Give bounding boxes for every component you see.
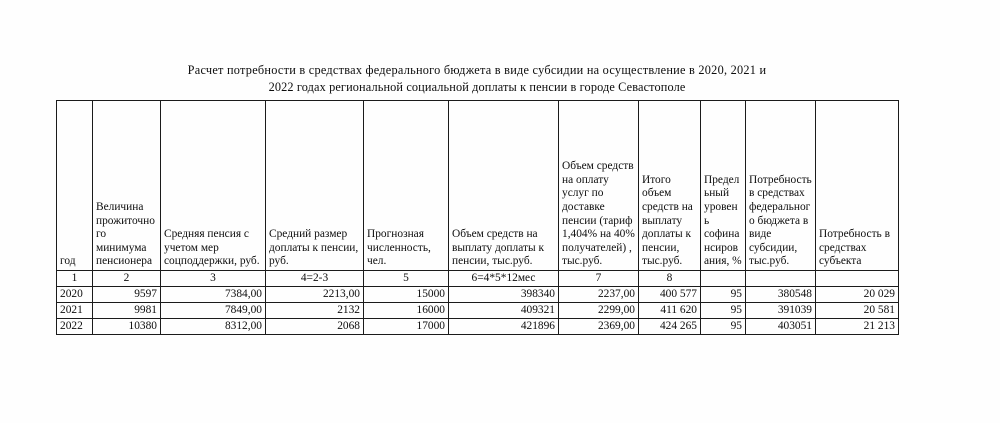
column-number-5: 5 [364, 271, 449, 287]
column-header-federal-budget-need: Потребность в средствах федерального бюджета в виде субсидии, тыс.руб. [746, 101, 816, 271]
table-column-number-row [57, 271, 899, 287]
cell-year: 2021 [57, 303, 93, 319]
cell-cofinancing-level: 95 [701, 319, 746, 335]
column-number-2: 2 [93, 271, 161, 287]
cell-federal-budget-need: 403051 [746, 319, 816, 335]
column-number-4: 4=2-3 [266, 271, 364, 287]
cell-average-pension: 7384,00 [161, 287, 266, 303]
cell-forecast-headcount: 17000 [364, 319, 449, 335]
cell-supplement-payout-volume: 409321 [449, 303, 559, 319]
cell-average-pension: 7849,00 [161, 303, 266, 319]
cell-year: 2020 [57, 287, 93, 303]
cell-supplement-payout-volume: 421896 [449, 319, 559, 335]
cell-cofinancing-level: 95 [701, 303, 746, 319]
cell-subject-need: 20 581 [816, 303, 899, 319]
cell-federal-budget-need: 391039 [746, 303, 816, 319]
cell-year: 2022 [57, 319, 93, 335]
budget-subsidy-table [56, 100, 899, 335]
column-number-10 [746, 271, 816, 287]
column-header-total-volume: Итого объем средств на выплату доплаты к пенсии, тыс.руб. [639, 101, 701, 271]
column-number-1: 1 [57, 271, 93, 287]
page-title-line-2: 2022 годах региональной социальной доплаты к пенсии в городе Севастополе [268, 79, 686, 94]
column-header-subsistence-minimum: Величина прожиточного минимума пенсионера [93, 101, 161, 271]
cell-federal-budget-need: 380548 [746, 287, 816, 303]
cell-supplement-payout-volume: 398340 [449, 287, 559, 303]
cell-average-supplement: 2068 [266, 319, 364, 335]
table-row [57, 319, 899, 335]
cell-delivery-service-volume: 2237,00 [559, 287, 639, 303]
cell-forecast-headcount: 15000 [364, 287, 449, 303]
column-header-delivery-service-volume: Объем средств на оплату услуг по доставке пенсии (тариф 1,404% на 40% получателей) , тыс.руб. [559, 101, 639, 271]
cell-total-volume: 411 620 [639, 303, 701, 319]
table-row [57, 303, 899, 319]
cell-average-pension: 8312,00 [161, 319, 266, 335]
table-header-row [57, 101, 899, 271]
column-header-supplement-payout-volume: Объем средств на выплату доплаты к пенсии, тыс.руб. [449, 101, 559, 271]
cell-total-volume: 400 577 [639, 287, 701, 303]
column-number-9 [701, 271, 746, 287]
column-number-7: 7 [559, 271, 639, 287]
column-header-average-pension: Средняя пенсия с учетом мер соцподдержки, руб. [161, 101, 266, 271]
cell-forecast-headcount: 16000 [364, 303, 449, 319]
cell-average-supplement: 2132 [266, 303, 364, 319]
column-header-cofinancing-level: Предельный уровень софинансирования, % [701, 101, 746, 271]
column-number-6: 6=4*5*12мес [449, 271, 559, 287]
column-header-forecast-headcount: Прогнозная численность, чел. [364, 101, 449, 271]
column-number-3: 3 [161, 271, 266, 287]
cell-total-volume: 424 265 [639, 319, 701, 335]
cell-subsistence-minimum: 9981 [93, 303, 161, 319]
cell-subject-need: 21 213 [816, 319, 899, 335]
column-number-11 [816, 271, 899, 287]
cell-cofinancing-level: 95 [701, 287, 746, 303]
table-row [57, 287, 899, 303]
cell-average-supplement: 2213,00 [266, 287, 364, 303]
column-number-8: 8 [639, 271, 701, 287]
column-header-subject-need: Потребность в средствах субъекта [816, 101, 899, 271]
column-header-year: год [57, 101, 93, 271]
cell-delivery-service-volume: 2299,00 [559, 303, 639, 319]
cell-subsistence-minimum: 10380 [93, 319, 161, 335]
column-header-average-supplement: Средний размер доплаты к пенсии, руб. [266, 101, 364, 271]
page-title [56, 62, 898, 95]
cell-delivery-service-volume: 2369,00 [559, 319, 639, 335]
cell-subject-need: 20 029 [816, 287, 899, 303]
page-title-line-1: Расчет потребности в средствах федерального бюджета в виде субсидии на осуществление в 2020, 2021 и [187, 63, 767, 77]
cell-subsistence-minimum: 9597 [93, 287, 161, 303]
